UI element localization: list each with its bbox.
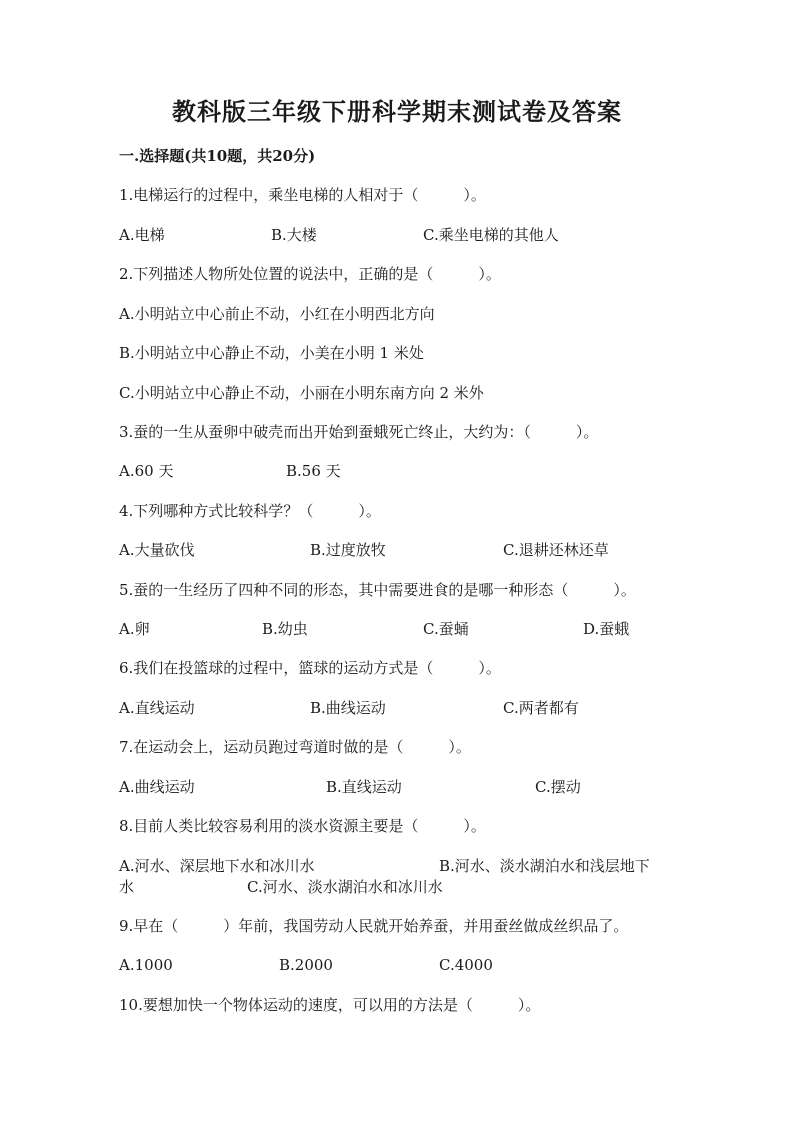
question-3-stem: 3.蚕的一生从蚕卵中破壳而出开始到蚕蛾死亡终止，大约为：（ ）。 — [119, 423, 599, 441]
option-b: B.小明站立中心静止不动，小美在小明 1 米处 — [119, 344, 424, 362]
option-c: C.摆动 — [535, 778, 581, 796]
question-8-options-line-1 — [119, 855, 679, 877]
question-7-options — [119, 776, 679, 798]
option-c: C.蚕蛹 — [423, 620, 469, 638]
option-a: A.大量砍伐 — [119, 541, 195, 559]
question-4-options — [119, 539, 679, 561]
question-8-stem: 8.目前人类比较容易利用的淡水资源主要是（ ）。 — [119, 817, 486, 835]
option-b: B.2000 — [279, 956, 333, 974]
question-10-stem: 10.要想加快一个物体运动的速度，可以用的方法是（ ）。 — [119, 996, 541, 1014]
option-a: A.直线运动 — [119, 699, 195, 717]
option-b: B.直线运动 — [326, 778, 402, 796]
option-a: A.电梯 — [119, 226, 165, 244]
section-heading: 一.选择题(共10题，共20分) — [119, 147, 316, 165]
option-a: A.1000 — [119, 956, 173, 974]
question-8-options-line-2 — [119, 876, 679, 898]
option-c: C.4000 — [439, 956, 493, 974]
option-c: C.两者都有 — [503, 699, 579, 717]
question-9-options — [119, 954, 679, 976]
option-b: B.56 天 — [286, 462, 341, 480]
question-1-stem: 1.电梯运行的过程中，乘坐电梯的人相对于（ ）。 — [119, 186, 486, 204]
question-6-options — [119, 697, 679, 719]
question-2-stem: 2.下列描述人物所处位置的说法中，正确的是（ ）。 — [119, 265, 501, 283]
option-a: A.曲线运动 — [119, 778, 195, 796]
option-c: C.小明站立中心静止不动，小丽在小明东南方向 2 米外 — [119, 384, 484, 402]
option-a: A.卵 — [119, 620, 150, 638]
question-4-stem: 4.下列哪种方式比较科学？（ ）。 — [119, 502, 381, 520]
question-5-options — [119, 618, 679, 640]
option-b: B.过度放牧 — [310, 541, 386, 559]
question-6-stem: 6.我们在投篮球的过程中，篮球的运动方式是（ ）。 — [119, 659, 501, 677]
question-5-stem: 5.蚕的一生经历了四种不同的形态，其中需要进食的是哪一种形态（ ）。 — [119, 581, 636, 599]
page-title: 教科版三年级下册科学期末测试卷及答案 — [172, 97, 622, 126]
option-d: D.蚕蛾 — [583, 620, 630, 638]
option-b: B.曲线运动 — [310, 699, 386, 717]
option-b: B.大楼 — [271, 226, 317, 244]
option-c: C.退耕还林还草 — [503, 541, 609, 559]
option-b: B.幼虫 — [262, 620, 308, 638]
question-7-stem: 7.在运动会上，运动员跑过弯道时做的是（ ）。 — [119, 738, 471, 756]
option-b: B.河水、淡水湖泊水和浅层地下 — [439, 857, 650, 875]
question-9-stem: 9.早在（ ）年前，我国劳动人民就开始养蚕，并用蚕丝做成丝织品了。 — [119, 917, 629, 935]
question-3-options — [119, 460, 679, 482]
option-a: A.河水、深层地下水和冰川水 — [119, 857, 315, 875]
option-c: C.乘坐电梯的其他人 — [423, 226, 559, 244]
question-1-options — [119, 224, 679, 246]
option-b-continued: 水 — [119, 878, 135, 896]
option-c: C.河水、淡水湖泊水和冰川水 — [247, 878, 443, 896]
option-a: A.小明站立中心前止不动，小红在小明西北方向 — [119, 305, 435, 323]
option-a: A.60 天 — [119, 462, 174, 480]
